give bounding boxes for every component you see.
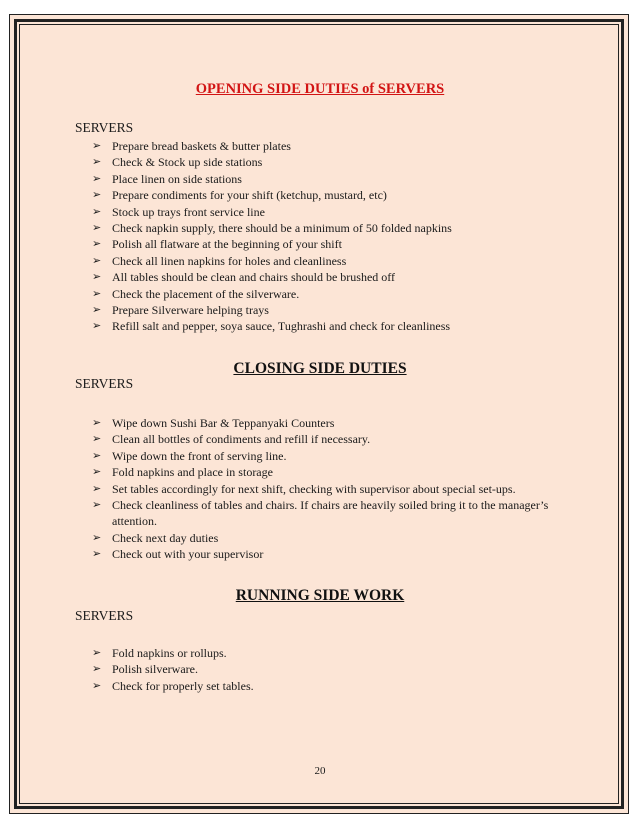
- arrow-bullet-icon: ➢: [92, 679, 102, 692]
- running-title: RUNNING SIDE WORK: [235, 587, 405, 604]
- arrow-bullet-icon: ➢: [92, 287, 102, 300]
- arrow-bullet-icon: ➢: [92, 156, 102, 169]
- list-item: ➢ Clean all bottles of condiments and refill if necessary.: [92, 432, 371, 447]
- list-item: ➢ Stock up trays front service line: [92, 204, 265, 219]
- list-item: ➢ Refill salt and pepper, soya sauce, Tughrashi and check for cleanliness: [92, 319, 451, 334]
- list-item: ➢ Check next day duties: [92, 530, 219, 545]
- list-item: ➢ Place linen on side stations: [92, 171, 242, 186]
- closing-servers-label: SERVERS: [75, 376, 134, 391]
- list-item: ➢ Polish silverware.: [92, 662, 198, 677]
- list-item: ➢ Check out with your supervisor: [92, 547, 264, 562]
- arrow-bullet-icon: ➢: [92, 417, 102, 429]
- page-number: 20: [314, 765, 326, 777]
- list-item: ➢ All tables should be clean and chairs should be brushed off: [92, 270, 396, 285]
- opening-duties-list: [92, 138, 452, 335]
- arrow-bullet-icon: ➢: [92, 238, 102, 251]
- arrow-bullet-icon: ➢: [92, 189, 102, 202]
- arrow-bullet-icon: ➢: [92, 304, 102, 317]
- opening-title: OPENING SIDE DUTIES of SERVERS: [195, 81, 445, 97]
- list-item: ➢ Check cleanliness of tables and chairs. If chairs are heavily soiled bring it to the manager’s attention.: [92, 498, 549, 529]
- arrow-bullet-icon: ➢: [92, 449, 102, 462]
- list-item: ➢ Check & Stock up side stations: [92, 155, 263, 170]
- list-item: ➢ Prepare Silverware helping trays: [92, 303, 269, 318]
- arrow-bullet-icon: ➢: [92, 222, 102, 235]
- closing-duties-list: [92, 415, 567, 563]
- arrow-bullet-icon: ➢: [92, 271, 102, 284]
- list-item: ➢ Check all linen napkins for holes and cleanliness: [92, 253, 347, 268]
- list-item: ➢ Check napkin supply, there should be a minimum of 50 folded napkins: [92, 221, 452, 236]
- arrow-bullet-icon: ➢: [92, 205, 102, 218]
- list-item: ➢ Check for properly set tables.: [92, 678, 254, 693]
- list-item: ➢ Fold napkins and place in storage: [92, 465, 273, 480]
- arrow-bullet-icon: ➢: [92, 172, 102, 185]
- arrow-bullet-icon: ➢: [92, 254, 102, 267]
- list-item: ➢ Fold napkins or rollups.: [92, 646, 227, 660]
- list-item: ➢ Check the placement of the silverware.: [92, 286, 300, 301]
- arrow-bullet-icon: ➢: [92, 663, 102, 676]
- arrow-bullet-icon: ➢: [92, 647, 102, 659]
- running-duties-list: [92, 645, 254, 694]
- arrow-bullet-icon: ➢: [92, 320, 102, 333]
- document-page: [9, 14, 629, 814]
- list-item: ➢ Polish all flatware at the beginning of your shift: [92, 237, 342, 252]
- arrow-bullet-icon: ➢: [92, 499, 102, 512]
- list-item: ➢ Wipe down the front of serving line.: [92, 448, 287, 463]
- opening-servers-label: SERVERS: [75, 120, 134, 135]
- arrow-bullet-icon: ➢: [92, 433, 102, 446]
- page-content: [10, 15, 630, 815]
- running-servers-label: SERVERS: [75, 608, 134, 623]
- closing-title: CLOSING SIDE DUTIES: [233, 360, 407, 377]
- arrow-bullet-icon: ➢: [92, 548, 102, 561]
- arrow-bullet-icon: ➢: [92, 482, 102, 495]
- list-item: ➢ Wipe down Sushi Bar & Teppanyaki Counters: [92, 416, 335, 430]
- list-item: ➢ Prepare condiments for your shift (ketchup, mustard, etc): [92, 188, 387, 203]
- arrow-bullet-icon: ➢: [92, 140, 102, 152]
- list-item: ➢ Prepare bread baskets & butter plates: [92, 139, 291, 153]
- list-item: ➢ Set tables accordingly for next shift, checking with supervisor about special set-ups.: [92, 481, 516, 496]
- arrow-bullet-icon: ➢: [92, 466, 102, 479]
- arrow-bullet-icon: ➢: [92, 531, 102, 544]
